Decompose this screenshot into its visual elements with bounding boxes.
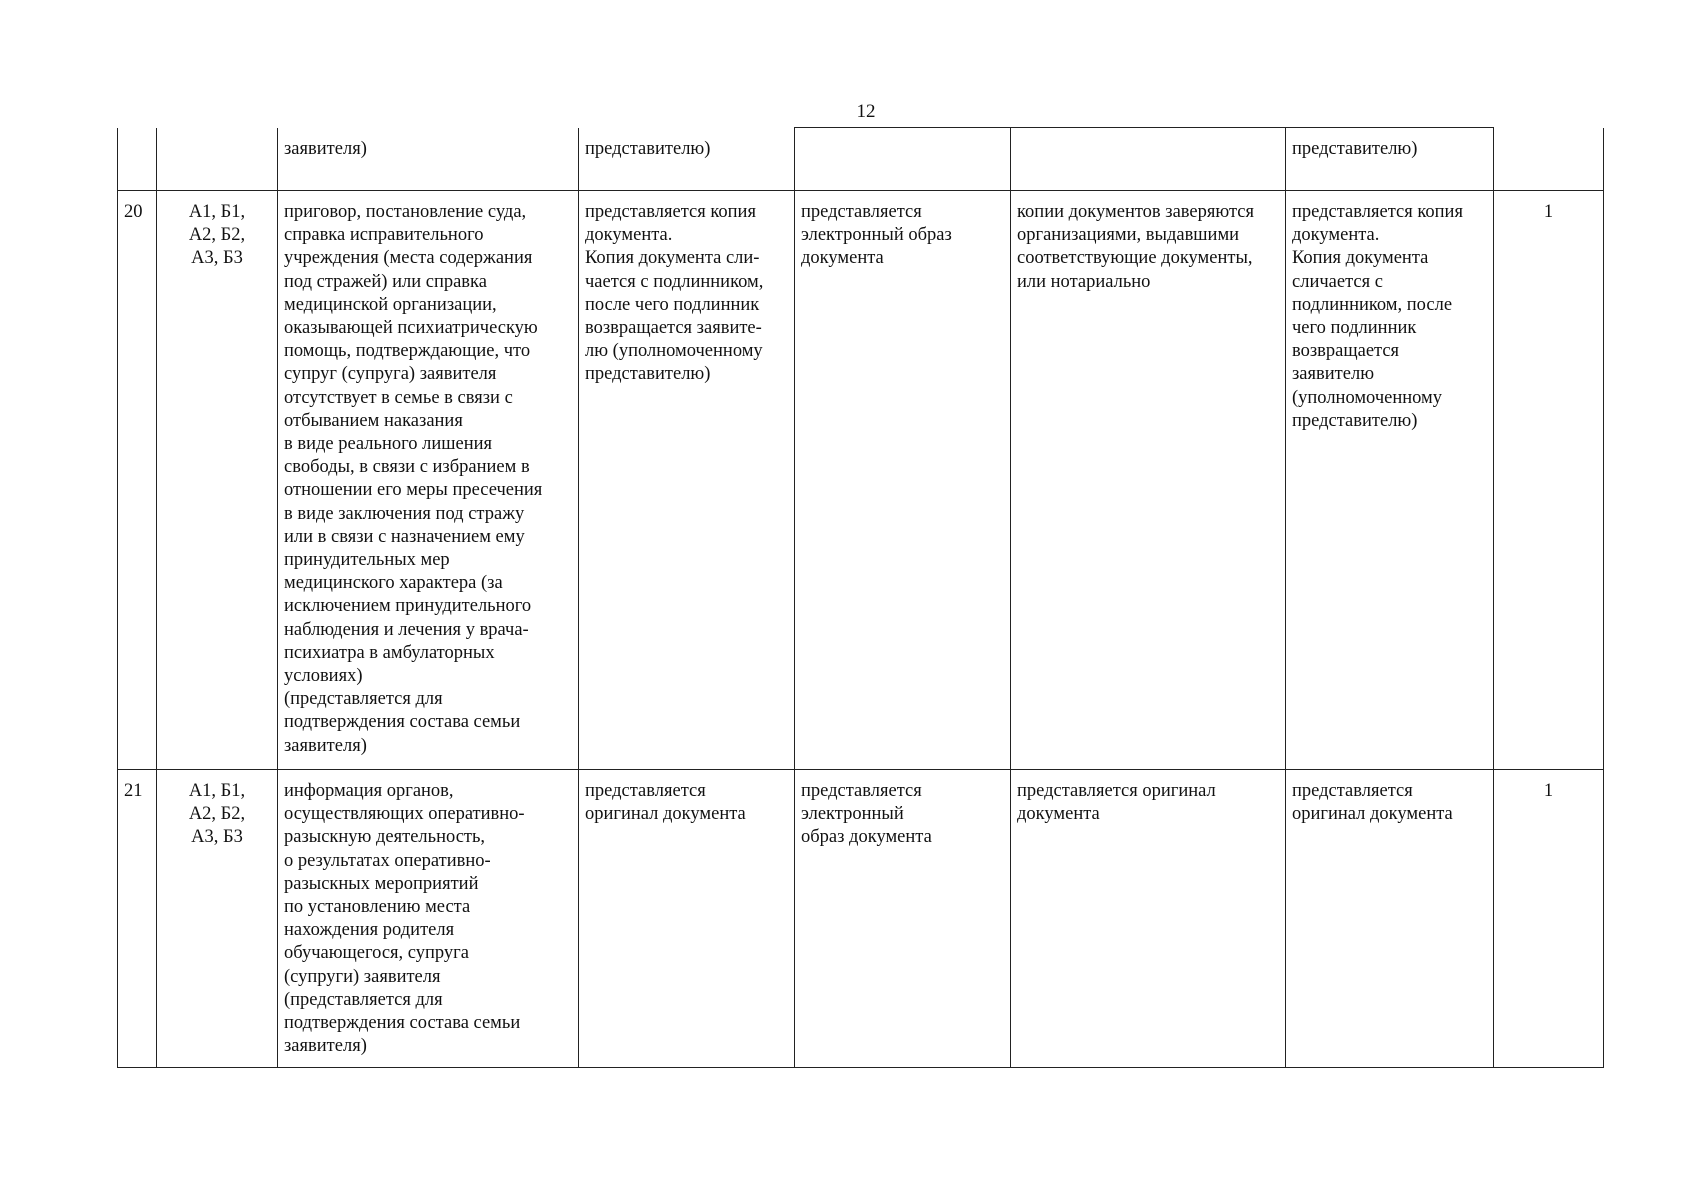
document-quantity: 1 [1494, 191, 1604, 770]
page-number: 12 [856, 101, 876, 122]
document-name: информация органов, осуществляющих оперативно- разыскную деятельность, о результатах оперативно- разыскных мероприятий по установлению места нахождения родителя обучающегося, супруга (супруги) заявителя (представляется для подтверждения состава семьи заявителя) [278, 770, 579, 1068]
row-number: 20 [118, 191, 157, 770]
table-row [118, 191, 1604, 770]
cell-quantity [1494, 128, 1604, 191]
cell-in-person: представителю) [579, 128, 795, 191]
cell-electronic [795, 128, 1011, 191]
submission-via-mfc: представляется оригинал документа [1286, 770, 1494, 1068]
submission-via-mfc: представляется копия документа. Копия документа сличается с подлинником, после чего подлинник возвращается заявителю (уполномоченному представителю) [1286, 191, 1494, 770]
document-quantity: 1 [1494, 770, 1604, 1068]
submission-by-mail: представляется оригинал документа [1011, 770, 1286, 1068]
applicant-codes: А1, Б1, А2, Б2, А3, Б3 [157, 770, 278, 1068]
row-number: 21 [118, 770, 157, 1068]
cell-number [118, 128, 157, 191]
cell-by-mail [1011, 128, 1286, 191]
submission-by-mail: копии документов заверяются организациями, выдавшими соответствующие документы, или нотариально [1011, 191, 1286, 770]
submission-in-person: представляется копия документа. Копия документа сли- чается с подлинником, после чего подлинник возвращается заявите- лю (уполномоченному представителю) [579, 191, 795, 770]
document-name: приговор, постановление суда, справка исправительного учреждения (места содержания под стражей) или справка медицинской организации, оказывающей психиатрическую помощь, подтверждающие, что супруг (супруга) заявителя отсутствует в семье в связи с отбыванием наказания в виде реального лишения свободы, в связи с избранием в отношении его меры пресечения в виде заключения под стражу или в связи с назначением ему принудительных мер медицинского характера (за исключением принудительного наблюдения и лечения у врача- психиатра в амбулаторных условиях) (представляется для подтверждения состава семьи заявителя) [278, 191, 579, 770]
cell-via-mfc: представителю) [1286, 128, 1494, 191]
documents-table [117, 127, 1604, 1068]
applicant-codes: А1, Б1, А2, Б2, А3, Б3 [157, 191, 278, 770]
table-row [118, 770, 1604, 1068]
continuation-row [118, 128, 1604, 191]
cell-codes [157, 128, 278, 191]
submission-electronic: представляется электронный образ документа [795, 191, 1011, 770]
submission-in-person: представляется оригинал документа [579, 770, 795, 1068]
cell-document: заявителя) [278, 128, 579, 191]
submission-electronic: представляется электронный образ документа [795, 770, 1011, 1068]
